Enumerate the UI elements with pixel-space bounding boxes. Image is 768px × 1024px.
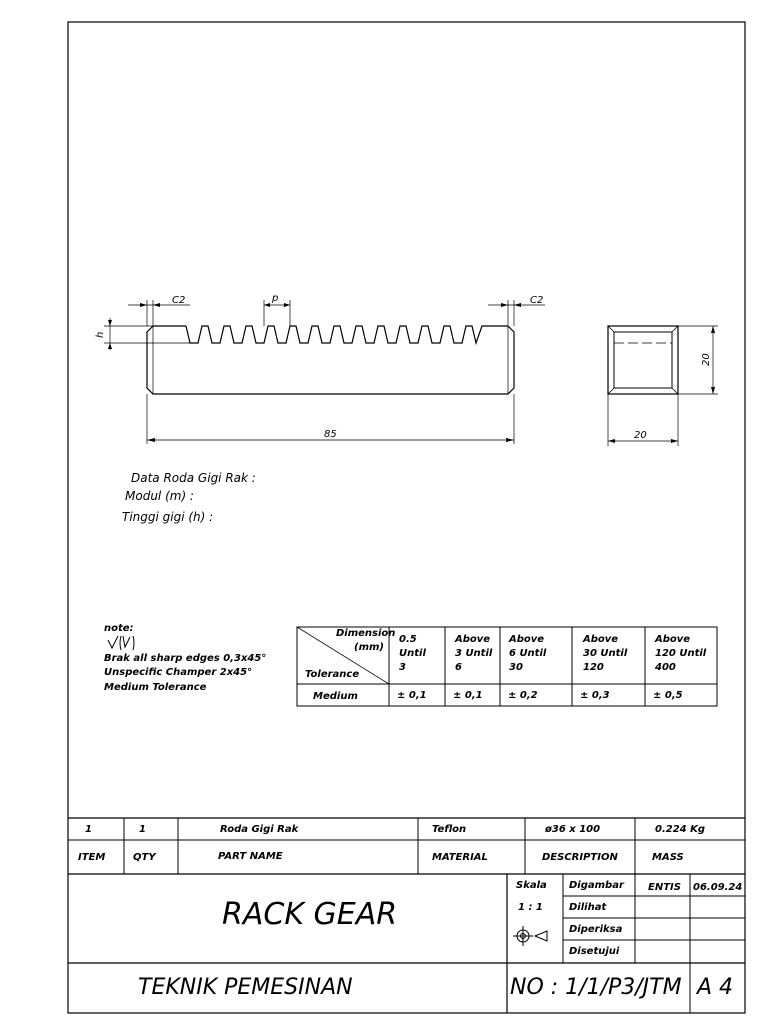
svg-text:6 Until: 6 Until	[509, 648, 547, 659]
dim-side-width: 20	[634, 430, 647, 441]
note-line-2: Unspecific Champer 2x45°	[104, 667, 253, 678]
parts-list	[68, 818, 745, 874]
projection-symbol-icon	[513, 926, 547, 946]
tol-value-0: ± 0,1	[397, 690, 427, 701]
svg-text:120: 120	[583, 662, 604, 673]
header-item: ITEM	[78, 852, 106, 863]
tol-range-4	[654, 634, 707, 673]
label-digambar: Digambar	[569, 880, 624, 891]
header-qty: QTY	[133, 852, 156, 863]
parts-mass: 0.224 Kg	[655, 824, 706, 835]
dim-pitch: p	[272, 293, 279, 304]
dim-c2-left: C2	[172, 295, 186, 306]
data-title: Data Roda Gigi Rak :	[131, 471, 256, 485]
parts-name: Roda Gigi Rak	[220, 824, 299, 835]
drawing-date: 06.09.24	[693, 882, 743, 893]
front-arrows	[108, 303, 521, 442]
data-modul: Modul (m) :	[125, 489, 194, 503]
label-diperiksa: Diperiksa	[569, 924, 623, 935]
parts-material: Teflon	[432, 824, 467, 835]
parts-description: ø36 x 100	[545, 824, 601, 835]
note-line-3: Medium Tolerance	[104, 682, 207, 693]
tol-unit-label: (mm)	[354, 642, 384, 653]
drawn-by: ENTIS	[648, 882, 681, 893]
note-line-1: Brak all sharp edges 0,3x45°	[104, 653, 267, 664]
data-tinggi: Tinggi gigi (h) :	[122, 510, 214, 524]
sheet-size: A 4	[697, 975, 734, 1000]
header-part-name: PART NAME	[218, 851, 283, 862]
tol-range-3	[582, 634, 628, 673]
rack-side-view	[608, 326, 678, 394]
surface-finish-symbol	[108, 636, 134, 650]
side-dimensions	[608, 326, 718, 446]
dim-height: h	[95, 331, 106, 338]
svg-text:Above: Above	[509, 634, 545, 645]
tol-row-label: Medium	[313, 691, 358, 702]
svg-text:120 Until: 120 Until	[655, 648, 707, 659]
header-description: DESCRIPTION	[542, 852, 618, 863]
label-disetujui: Disetujui	[569, 946, 620, 957]
dim-side-height: 20	[701, 353, 712, 366]
svg-text:Above: Above	[455, 634, 491, 645]
scale-value: 1 : 1	[518, 902, 543, 913]
svg-text:0.5: 0.5	[399, 634, 417, 645]
drawing-number: NO : 1/1/P3/JTM	[510, 975, 682, 1000]
header-material: MATERIAL	[432, 852, 488, 863]
tol-value-1: ± 0,1	[453, 690, 483, 701]
tol-value-2: ± 0,2	[508, 690, 538, 701]
tol-value-4: ± 0,5	[653, 690, 683, 701]
svg-text:3: 3	[399, 662, 406, 673]
svg-text:3 Until: 3 Until	[455, 648, 493, 659]
header-mass: MASS	[652, 852, 684, 863]
svg-text:30 Until: 30 Until	[583, 648, 628, 659]
scale-label: Skala	[516, 880, 547, 891]
tol-tolerance-label: Tolerance	[305, 669, 360, 680]
tol-range-2	[508, 634, 547, 673]
dim-c2-right: C2	[530, 295, 544, 306]
svg-text:30: 30	[509, 662, 523, 673]
title-block-title: RACK GEAR	[222, 897, 398, 932]
rack-front-view	[147, 326, 514, 394]
tol-value-3: ± 0,3	[580, 690, 610, 701]
tol-dimension-label: Dimension	[336, 628, 396, 639]
svg-text:400: 400	[655, 662, 676, 673]
tol-range-0	[399, 634, 426, 673]
svg-text:6: 6	[455, 662, 462, 673]
front-dimensions	[104, 300, 545, 444]
tol-range-1	[454, 634, 493, 673]
department-name: TEKNIK PEMESINAN	[138, 975, 353, 1000]
label-dilihat: Dilihat	[569, 902, 607, 913]
svg-text:Above: Above	[583, 634, 619, 645]
svg-text:Until: Until	[399, 648, 426, 659]
svg-text:Above: Above	[655, 634, 691, 645]
note-heading: note:	[104, 623, 134, 634]
parts-item: 1	[85, 824, 92, 835]
dim-length: 85	[324, 429, 337, 440]
parts-qty: 1	[139, 824, 146, 835]
